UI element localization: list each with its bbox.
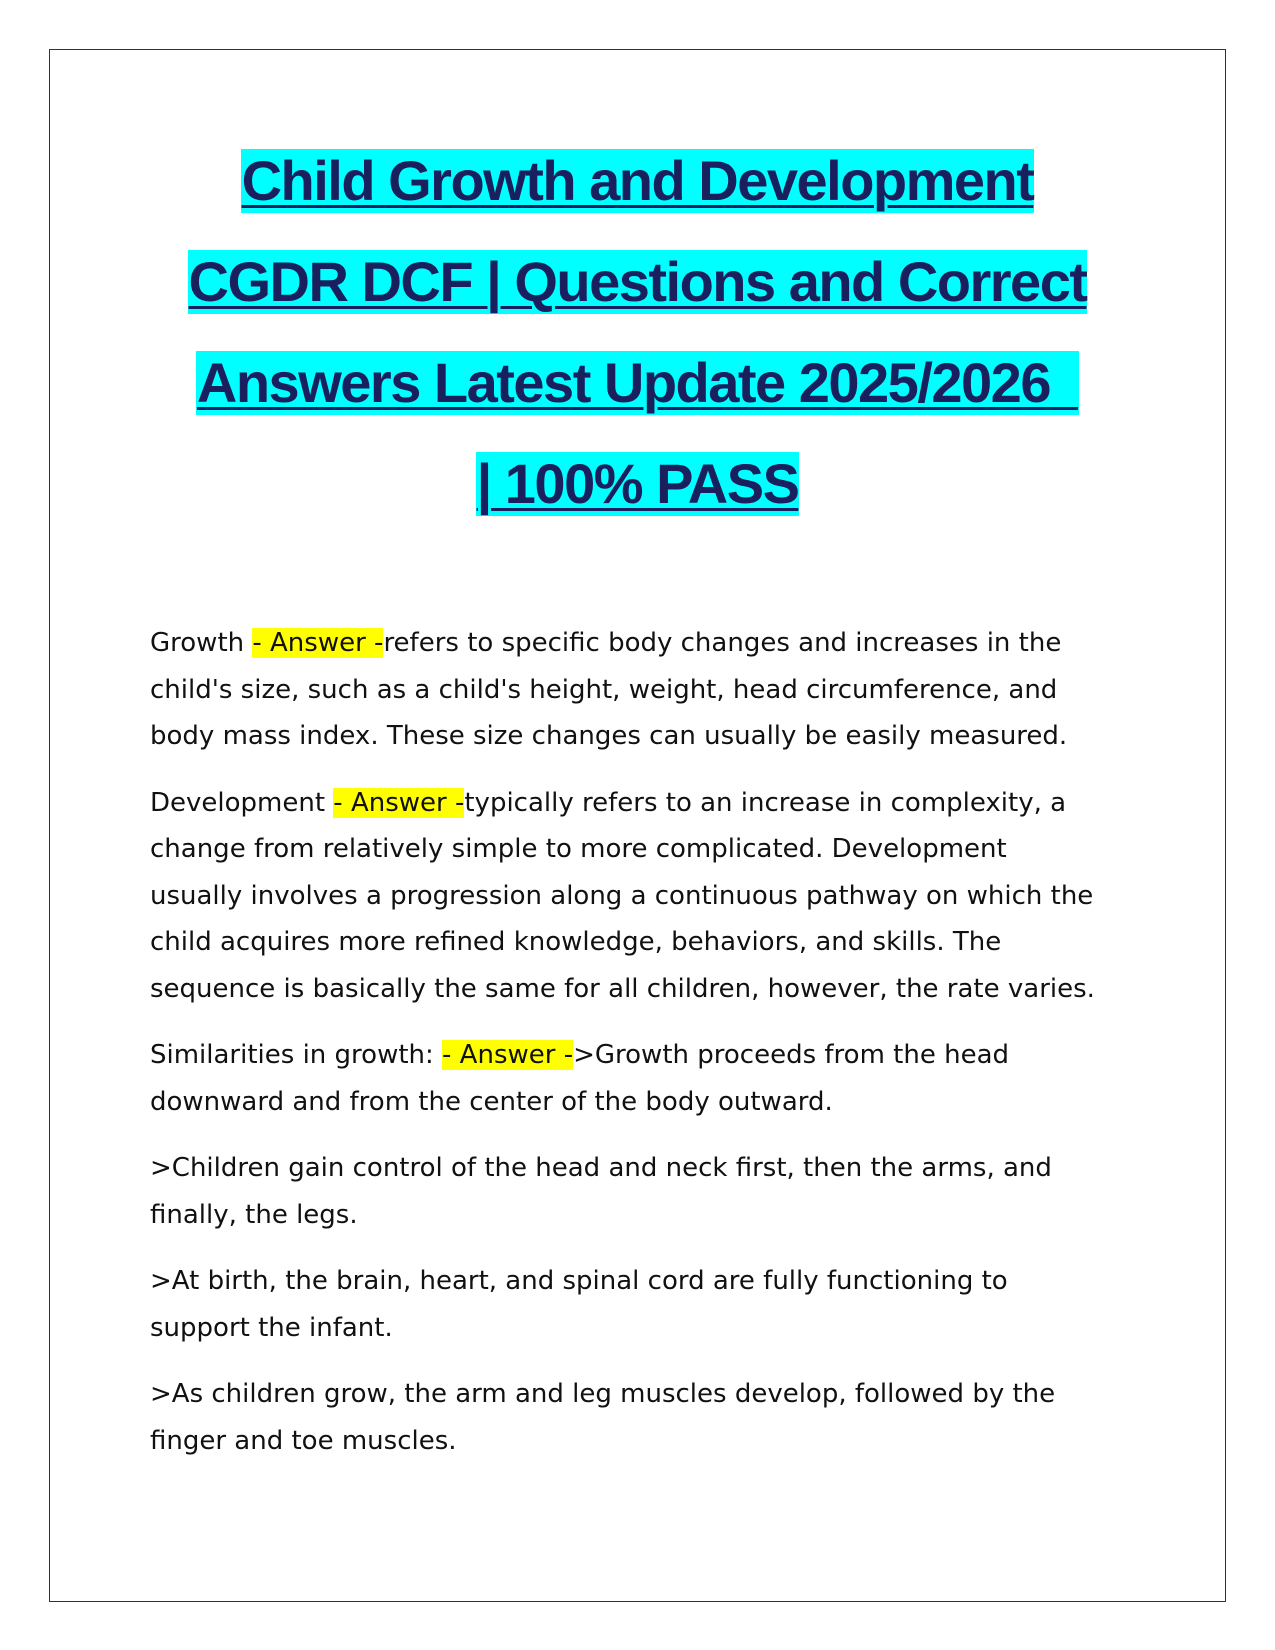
qa-answer-text: typically refers to an increase in complexity, a <box>464 787 1067 818</box>
text-line: child's size, such as a child's height, weight, head circumference, and <box>150 674 1058 705</box>
bullet-paragraph <box>150 1258 1140 1351</box>
qa-answer-text: refers to specific body changes and increases in the <box>383 628 1062 658</box>
text-line: >As children grow, the arm and leg muscles develop, followed by the <box>150 1379 1056 1409</box>
qa-term: Development <box>150 787 334 818</box>
title-line-text: Child Growth and Development <box>241 149 1034 212</box>
text-line <box>150 620 1140 667</box>
qa-development <box>150 780 1140 1013</box>
text-line: downward and from the center of the body outward. <box>150 1086 833 1117</box>
title-line-text: | 100% PASS <box>476 452 799 515</box>
bullet-paragraph <box>150 1371 1140 1464</box>
document-title <box>120 145 1155 549</box>
text-line: support the infant. <box>150 1312 393 1343</box>
answer-marker: - Answer - <box>252 628 384 658</box>
document-body <box>150 620 1140 1484</box>
text-line: change from relatively simple to more complicated. Development <box>150 834 1007 864</box>
title-line <box>120 246 1155 347</box>
text-line: >At birth, the brain, heart, and spinal cord are fully functioning to <box>150 1266 1008 1296</box>
title-line-text: Answers Latest Update 2025/2026 <box>196 351 1079 414</box>
text-line: finally, the legs. <box>150 1199 358 1230</box>
text-line: usually involves a progression along a continuous pathway on which the <box>150 880 1094 911</box>
text-line: body mass index. These size changes can usually be easily measured. <box>150 721 1068 751</box>
text-line <box>150 780 1140 827</box>
qa-growth <box>150 620 1140 760</box>
qa-answer-text: >Growth proceeds from the head <box>573 1040 1009 1070</box>
text-line: child acquires more refined knowledge, behaviors, and skills. The <box>150 927 1002 957</box>
qa-term: Growth <box>150 628 253 658</box>
text-line <box>150 1032 1140 1079</box>
title-line <box>120 448 1155 549</box>
title-line <box>120 145 1155 246</box>
qa-term: Similarities in growth: <box>150 1040 443 1070</box>
qa-similarities <box>150 1032 1140 1125</box>
bullet-paragraph <box>150 1145 1140 1238</box>
answer-marker: - Answer - <box>442 1040 574 1070</box>
title-line <box>120 347 1155 448</box>
title-line-text: CGDR DCF | Questions and Correct <box>188 250 1087 313</box>
answer-marker: - Answer - <box>333 787 465 818</box>
text-line: >Children gain control of the head and neck first, then the arms, and <box>150 1153 1052 1183</box>
text-line: finger and toe muscles. <box>150 1425 457 1456</box>
text-line: sequence is basically the same for all children, however, the rate varies. <box>150 973 1095 1004</box>
